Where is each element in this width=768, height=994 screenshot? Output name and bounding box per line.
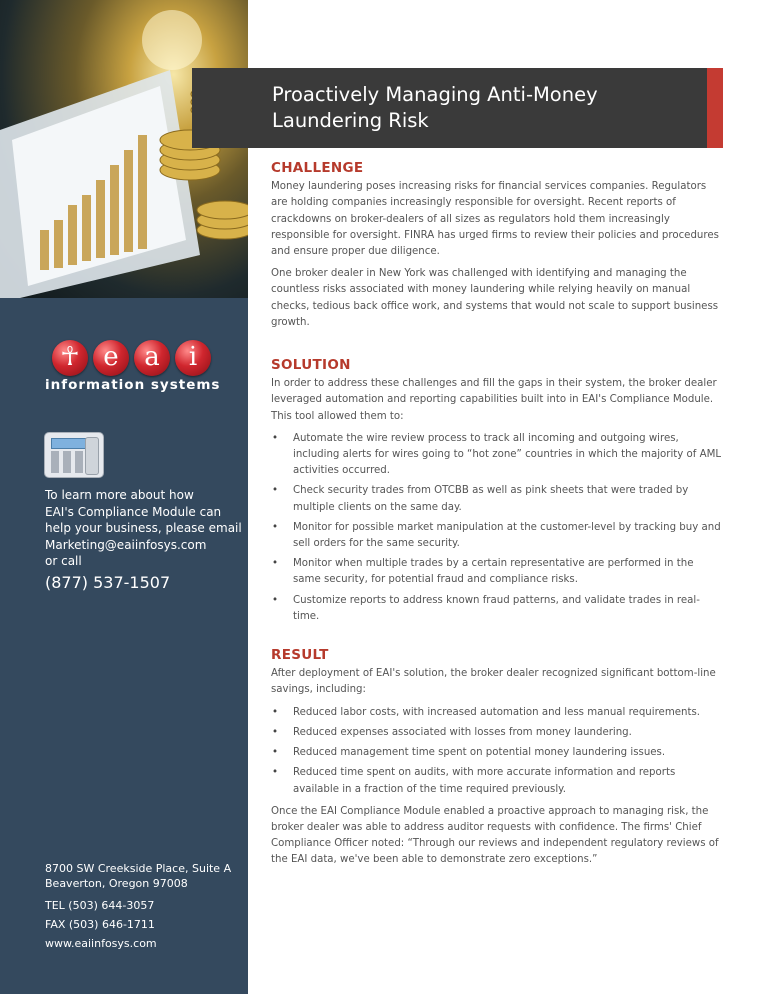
result-list <box>271 705 723 798</box>
logo-letter: ☥ <box>52 340 88 376</box>
eai-logo <box>52 340 211 376</box>
solution-section <box>271 357 723 625</box>
hero-image <box>0 0 248 298</box>
contact-block <box>45 487 245 591</box>
list-item: • Reduced time spent on audits, with more accurate information and reports available in a fraction of the time required previously. <box>271 765 723 797</box>
list-item: • Monitor for possible market manipulation at the customer-level by tracking buy and sell orders for the same security. <box>271 520 723 552</box>
list-item: • Customize reports to address known fraud patterns, and validate trades in real-time. <box>271 593 723 625</box>
website-link[interactable]: www.eaiinfosys.com <box>45 937 157 950</box>
list-item: • Reduced expenses associated with losses from money laundering. <box>271 725 723 741</box>
result-heading: RESULT <box>271 647 329 664</box>
logo-letter: e <box>93 340 129 376</box>
page-title: Proactively Managing Anti-Money Laundering Risk <box>272 83 598 132</box>
contact-line: help your business, please email <box>45 521 242 535</box>
title-accent <box>707 68 723 148</box>
tel-number: TEL (503) 644-3057 <box>45 899 155 912</box>
solution-list <box>271 431 723 625</box>
list-item: • Reduced labor costs, with increased automation and less manual requirements. <box>271 705 723 721</box>
result-intro: After deployment of EAI's solution, the broker dealer recognized significant bottom-line savings, including: <box>271 668 716 696</box>
list-item: • Monitor when multiple trades by a certain representative are performed in the same security, for potential fraud and compliance risks. <box>271 556 723 588</box>
list-item: • Check security trades from OTCBB as well as pink sheets that were traded by multiple clients on the same day. <box>271 483 723 515</box>
contact-line: To learn more about how <box>45 488 194 502</box>
fax-number: FAX (503) 646-1711 <box>45 918 155 931</box>
contact-phone[interactable]: (877) 537-1507 <box>45 572 171 592</box>
solution-heading: SOLUTION <box>271 357 351 374</box>
challenge-paragraph-1: Money laundering poses increasing risks for financial services companies. Regulators are holding companies increasingly responsible for oversight. Recent reports of crackdowns on broker-dealers of all sizes as regulators hold them increasingly responsible for oversight. FINRA has urged firms to review their policies and procedures and ensure proper due diligence. <box>271 181 719 258</box>
logo-letter: a <box>134 340 170 376</box>
result-closing: Once the EAI Compliance Module enabled a proactive approach to managing risk, the broker dealer was able to address auditor requests with confidence. The firms' Chief Compliance Officer noted: “Through our reviews and independent regulatory reviews of the EAI data, we've been able to demonstrate zero exceptions.” <box>271 805 719 866</box>
address-block <box>45 861 245 951</box>
contact-line: EAI's Compliance Module can <box>45 504 222 519</box>
contact-line: or call <box>45 554 82 568</box>
logo-subtitle: information systems <box>45 377 221 393</box>
contact-email[interactable]: Marketing@eaiinfosys.com <box>45 537 207 552</box>
challenge-paragraph-2: One broker dealer in New York was challenged with identifying and managing the countless risks associated with money laundering while relying heavily on manual checks, tedious back office work, and systems that would not scale to support business growth. <box>271 268 719 328</box>
list-item: • Reduced management time spent on potential money laundering issues. <box>271 745 723 761</box>
main-content <box>271 160 723 879</box>
list-item: • Automate the wire review process to track all incoming and outgoing wires, including alerts for wires going to “hot zone” countries in which the majority of AML activities occurred. <box>271 431 723 480</box>
title-bar <box>192 68 707 148</box>
desk-phone-icon <box>44 432 104 478</box>
logo-letter: i <box>175 340 211 376</box>
result-section <box>271 647 723 868</box>
solution-intro: In order to address these challenges and fill the gaps in their system, the broker dealer leveraged automation and reporting capabilities built into in EAI's Compliance Module. This tool allowed them to: <box>271 378 717 422</box>
address-line-1: 8700 SW Creekside Place, Suite A <box>45 862 232 875</box>
challenge-heading: CHALLENGE <box>271 160 364 176</box>
challenge-section <box>271 160 723 331</box>
financial-chart-illustration <box>0 0 248 298</box>
address-line-2: Beaverton, Oregon 97008 <box>45 877 188 890</box>
